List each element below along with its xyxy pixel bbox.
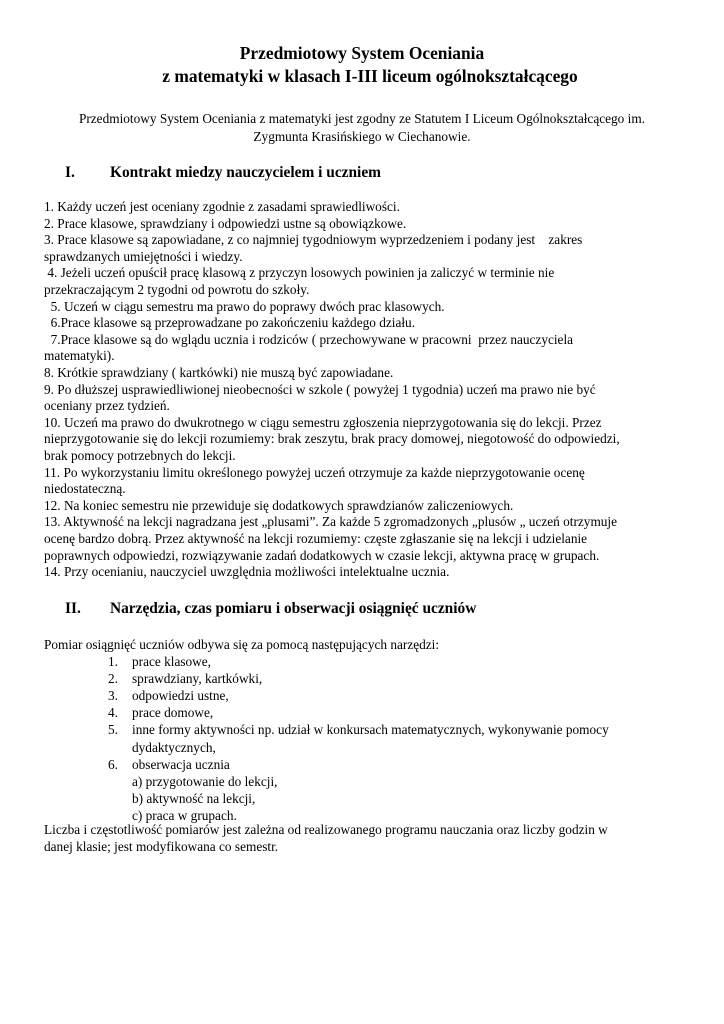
rule-line: 1. Każdy uczeń jest oceniany zgodnie z zasadami sprawiedliwości. bbox=[44, 199, 400, 214]
rule-line: oceniany przez tydzień. bbox=[44, 398, 170, 414]
rule-line: 7.Prace klasowe są do wglądu ucznia i rodziców ( przechowywane w pracowni przez nauczyciela bbox=[44, 331, 574, 347]
rule-line: ocenę bardzo dobrą. Przez aktywność na lekcji rozumiemy: częste zgłaszanie się na lekcji i udzielanie bbox=[44, 531, 588, 546]
tool-item-text: prace klasowe, bbox=[132, 654, 212, 669]
tool-item-number: 6. bbox=[108, 756, 118, 772]
section2-lead: Pomiar osiągnięć uczniów odbywa się za pomocą następujących narzędzi: bbox=[44, 637, 440, 652]
section2-number: II. bbox=[65, 600, 81, 617]
rule-line: 8. Krótkie sprawdziany ( kartkówki) nie muszą być zapowiadane. bbox=[44, 365, 394, 380]
section1-heading bbox=[65, 163, 381, 182]
rule-line: 11. Po wykorzystaniu limitu określonego powyżej uczeń otrzymuje za każde nieprzygotowanie ocenę bbox=[44, 464, 585, 480]
rule-line: 3. Prace klasowe są zapowiadane, z co najmniej tygodniowym wyprzedzeniem i podany jest zakres bbox=[44, 232, 583, 248]
rule-line: niedostateczną. bbox=[44, 481, 126, 497]
tool-item-number: 3. bbox=[108, 688, 118, 704]
tool-item bbox=[108, 688, 229, 705]
rule-line: matematyki). bbox=[44, 348, 115, 364]
tool-item-number: 4. bbox=[108, 705, 118, 721]
tool-item-text: sprawdziany, kartkówki, bbox=[132, 671, 263, 687]
rule-line: 2. Prace klasowe, sprawdziany i odpowiedzi ustne są obowiązkowe. bbox=[44, 215, 407, 231]
rule-line: 5. Uczeń w ciągu semestru ma prawo do poprawy dwóch prac klasowych. bbox=[44, 298, 445, 314]
document-title-line2: z matematyki w klasach I-III liceum ogólnokształcącego bbox=[162, 66, 578, 86]
intro-paragraph bbox=[30, 110, 694, 146]
tool-item-number: 2. bbox=[108, 671, 118, 687]
section1-heading-text: Kontrakt miedzy nauczycielem i uczniem bbox=[110, 164, 381, 181]
rule-line: 13. Aktywność na lekcji nagradzana jest „plusami”. Za każde 5 zgromadzonych „plusów „ uczeń otrzymuje bbox=[44, 514, 618, 530]
document-title-line1: Przedmiotowy System Oceniania bbox=[239, 43, 485, 63]
rule-line: przekraczającym 2 tygodni od powrotu do szkoły. bbox=[44, 282, 310, 297]
tool-item-text: prace domowe, bbox=[132, 705, 214, 721]
rule-line: 10. Uczeń ma prawo do dwukrotnego w ciągu semestru zgłoszenia nieprzygotowania się do lekcji. Przez bbox=[44, 414, 602, 430]
rule-line: brak pomocy potrzebnych do lekcji. bbox=[44, 448, 236, 463]
observation-subitem: b) aktywność na lekcji, bbox=[132, 790, 256, 806]
closing-line: Liczba i częstotliwość pomiarów jest zależna od realizowanego programu nauczania oraz liczby godzin w bbox=[44, 822, 608, 837]
intro-line: Zygmunta Krasińskiego w Ciechanowie. bbox=[253, 129, 471, 144]
section2-heading bbox=[65, 599, 476, 618]
closing-line: danej klasie; jest modyfikowana co semestr. bbox=[44, 839, 279, 854]
rule-line: 9. Po dłuższej usprawiedliwionej nieobecności w szkole ( powyżej 1 tygodnia) uczeń ma prawo nie być bbox=[44, 381, 596, 397]
section2-heading-text: Narzędzia, czas pomiaru i obserwacji osiągnięć uczniów bbox=[110, 600, 477, 617]
rule-line: 12. Na koniec semestru nie przewiduje się dodatkowych sprawdzianów zaliczeniowych. bbox=[44, 497, 514, 513]
tool-item-text: obserwacja ucznia bbox=[132, 756, 230, 772]
rule-line: poprawnych odpowiedzi, rozwiązywanie zadań dodatkowych w czasie lekcji, aktywna pracę w grupach. bbox=[44, 547, 600, 563]
rule-line: nieprzygotowanie się do lekcji rozumiemy: brak zeszytu, brak pracy domowej, niegotowość do odpowiedzi, bbox=[44, 431, 620, 447]
tool-item bbox=[108, 671, 262, 688]
tool-item-text: inne formy aktywności np. udział w konkursach matematycznych, wykonywanie pomocy bbox=[132, 722, 609, 738]
tool-item-text: dydaktycznych, bbox=[132, 739, 216, 755]
section1-number: I. bbox=[65, 164, 75, 181]
rule-line: 6.Prace klasowe są przeprowadzane po zakończeniu każdego działu. bbox=[44, 315, 416, 331]
tool-item bbox=[108, 722, 609, 739]
tool-item bbox=[108, 757, 230, 774]
rule-line: sprawdzanych umiejętności i wiedzy. bbox=[44, 248, 243, 264]
tool-item-number: 1. bbox=[108, 654, 118, 669]
intro-line: Przedmiotowy System Oceniania z matematyki jest zgodny ze Statutem I Liceum Ogólnokształcącego im. bbox=[78, 111, 646, 126]
tool-item bbox=[108, 740, 216, 757]
tool-item bbox=[108, 654, 211, 671]
tool-item-number: 5. bbox=[108, 722, 118, 738]
rule-line: 14. Przy ocenianiu, nauczyciel uwzględnia możliwości intelektualne ucznia. bbox=[44, 564, 450, 580]
rule-line: 4. Jeżeli uczeń opuścił pracę klasową z przyczyn losowych powinien ja zaliczyć w terminie nie bbox=[44, 265, 555, 281]
tool-item bbox=[108, 705, 213, 722]
tool-item-text: odpowiedzi ustne, bbox=[132, 688, 229, 704]
observation-subitem: c) praca w grupach. bbox=[132, 807, 237, 823]
observation-subitem: a) przygotowanie do lekcji, bbox=[132, 773, 278, 789]
